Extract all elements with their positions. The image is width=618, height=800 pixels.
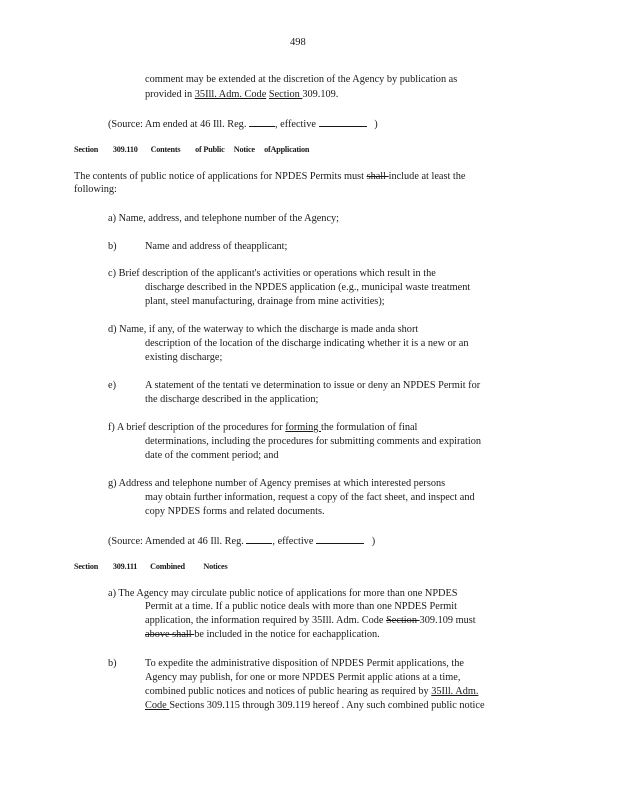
s110-item-a: a) Name, address, and telephone number of the Agency; (108, 213, 340, 224)
page-number: 498 (290, 37, 306, 48)
s110-item-e-line-1: A statement of the tentati ve determination to issue or deny an NPDES Permit for (145, 380, 481, 391)
s110-item-f-line-1: f) A brief description of the procedures for forming the formulation of final (108, 422, 418, 433)
s110-item-d-line-1: d) Name, if any, of the waterway to which the discharge is made anda short (108, 324, 419, 335)
prev-line-1: comment may be extended at the discretion of the Agency by publication as (145, 74, 458, 85)
s110-item-f-line-2: determinations, including the procedures for submitting comments and expiration (145, 436, 482, 447)
s110-item-d-line-2: description of the location of the discharge indicating whether it is a new or an (145, 338, 469, 349)
s110-item-d-line-3: existing discharge; (145, 352, 223, 363)
s110-item-c-line-1: c) Brief description of the applicant's activities or operations which result in the (108, 268, 436, 279)
s110-intro-line-1: The contents of public notice of applications for NPDES Permits must shall include at least the (74, 171, 466, 182)
s111-item-a-line-4: above shall be included in the notice for eachapplication. (145, 629, 380, 640)
s110-item-e-label: e) (108, 380, 116, 391)
s110-source-note: (Source: Amended at 46 Ill. Reg. , effective ) (108, 536, 376, 547)
section-heading-309-110: Section 309.110 Contents of Public Notice ofApplication (74, 145, 310, 154)
s111-item-b-line-4: Code Sections 309.115 through 309.119 hereof . Any such combined public notice (145, 700, 485, 711)
s110-item-g-line-2: may obtain further information, request a copy of the fact sheet, and inspect and (145, 492, 475, 503)
s111-item-a-line-2: Permit at a time. If a public notice deals with more than one NPDES Permit (145, 601, 457, 612)
s110-item-c-line-2: discharge described in the NPDES application (e.g., municipal waste treatment (145, 282, 471, 293)
prev-source-note: (Source: Am ended at 46 Ill. Reg. , effective ) (108, 119, 378, 130)
s111-item-b-line-1: To expedite the administrative disposition of NPDES Permit applications, the (145, 658, 465, 669)
s110-item-c-line-3: plant, steel manufacturing, drainage from mine activities); (145, 296, 385, 307)
s111-item-b-line-3: combined public notices and notices of public hearing as required by 35Ill. Adm. (145, 686, 479, 697)
s110-item-b-label: b) (108, 241, 117, 252)
s111-item-a-line-1: a) The Agency may circulate public notice of applications for more than one NPDES (108, 588, 458, 599)
s110-item-b: Name and address of theapplicant; (145, 241, 288, 252)
s111-item-b-label: b) (108, 658, 117, 669)
s110-item-f-line-3: date of the comment period; and (145, 450, 279, 461)
s111-item-a-line-3: application, the information required by 35Ill. Adm. Code Section 309.109 must (145, 615, 476, 626)
prev-line-2: provided in 35Ill. Adm. Code Section 309.109. (145, 89, 339, 100)
s110-item-e-line-2: the discharge described in the application; (145, 394, 319, 405)
s110-item-g-line-1: g) Address and telephone number of Agency premises at which interested persons (108, 478, 446, 489)
s110-intro-line-2: following: (74, 184, 117, 195)
s110-item-g-line-3: copy NPDES forms and related documents. (145, 506, 325, 517)
section-heading-309-111: Section 309.111 Combined Notices (74, 562, 228, 571)
s111-item-b-line-2: Agency may publish, for one or more NPDES Permit applic ations at a time, (145, 672, 461, 683)
